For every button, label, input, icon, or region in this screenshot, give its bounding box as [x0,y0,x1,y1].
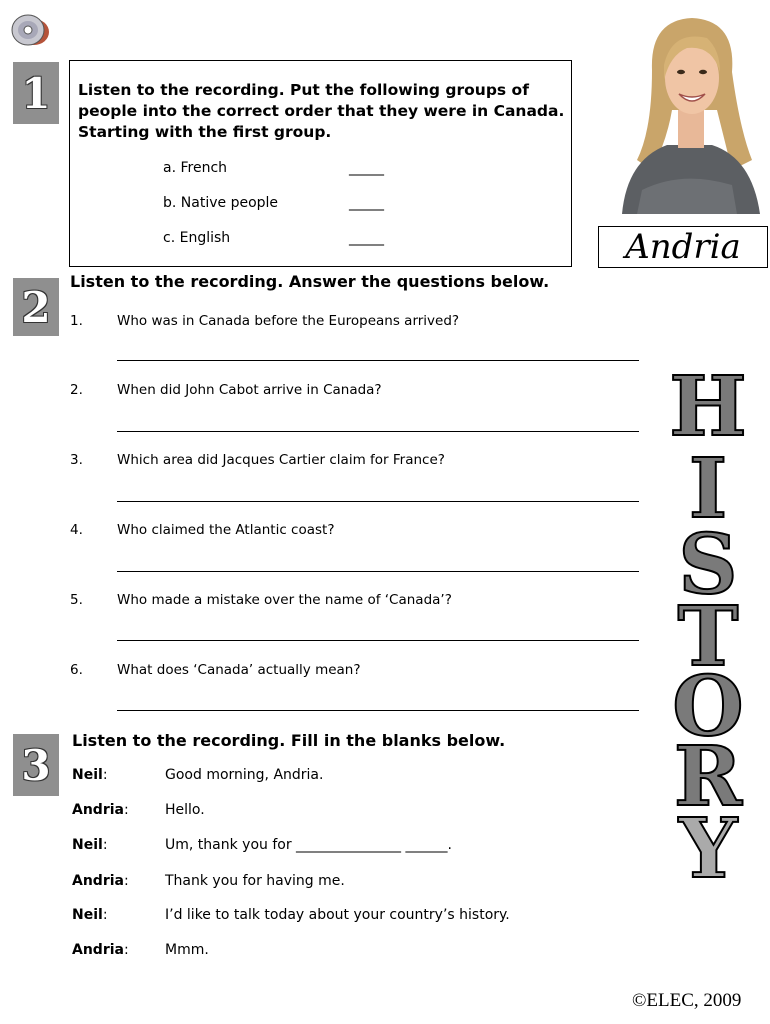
answer-line-2[interactable] [117,431,639,432]
history-letter-s: S [678,517,738,613]
history-letter-h: H [669,359,747,455]
copyright-footer: ©ELEC, 2009 [632,990,742,1011]
name-label-andria: Andria [598,226,768,268]
question-number: 5. [70,592,83,608]
section-2-number-badge: 2 [13,278,59,336]
ordering-item-b: b. Native people [163,195,279,211]
dialogue-speaker: Andria: [72,873,129,889]
question-text: Which area did Jacques Cartier claim for France? [117,452,445,468]
answer-line-6[interactable] [117,710,639,711]
andria-photo [612,10,764,214]
dialogue-speaker: Neil: [72,907,108,923]
answer-line-4[interactable] [117,571,639,572]
question-text: What does ‘Canada’ actually mean? [117,662,361,678]
dialogue-line: Hello. [165,802,205,818]
ordering-item-c: c. English [163,230,231,246]
question-text: When did John Cabot arrive in Canada? [117,382,382,398]
question-number: 3. [70,452,83,468]
question-text: Who was in Canada before the Europeans arrived? [117,313,460,329]
section-1-instruction: Listen to the recording. Put the following groups of people into the correct order that they were in Canada. Starting with the first group. [78,81,565,141]
section-3-number-badge: 3 [13,734,59,796]
ordering-blank-b[interactable]: _____ [349,195,384,211]
answer-line-3[interactable] [117,501,639,502]
dialogue-line: Good morning, Andria. [165,767,324,783]
dialogue-line-with-blank[interactable]: Um, thank you for _______________ ______. [165,837,452,853]
section-2-title: Listen to the recording. Answer the questions below. [70,272,550,291]
dialogue-line: Mmm. [165,942,209,958]
ordering-item-a: a. French [163,160,228,176]
section-1-number-badge: 1 [13,62,59,124]
dialogue-speaker: Neil: [72,767,108,783]
dialogue-speaker: Andria: [72,942,129,958]
dialogue-line: Thank you for having me. [165,873,345,889]
history-letter-y: Y [678,801,738,897]
ordering-blank-c[interactable]: _____ [349,230,384,246]
history-letter-r: R [673,729,743,825]
dialogue-line: I’d like to talk today about your country’s history. [165,907,510,923]
answer-line-1[interactable] [117,360,639,361]
question-number: 4. [70,522,83,538]
dialogue-speaker: Neil: [72,837,108,853]
answer-line-5[interactable] [117,640,639,641]
history-letter-t: T [677,589,739,685]
ordering-blank-a[interactable]: _____ [349,160,384,176]
question-number: 2. [70,382,83,398]
history-letter-o: O [672,659,744,755]
history-letter-i: I [688,441,728,537]
section-3-title: Listen to the recording. Fill in the blanks below. [72,731,506,750]
question-text: Who made a mistake over the name of ‘Canada’? [117,592,452,608]
question-text: Who claimed the Atlantic coast? [117,522,335,538]
cd-disc-icon [10,12,50,48]
dialogue-speaker: Andria: [72,802,129,818]
question-number: 1. [70,313,83,329]
question-number: 6. [70,662,83,678]
